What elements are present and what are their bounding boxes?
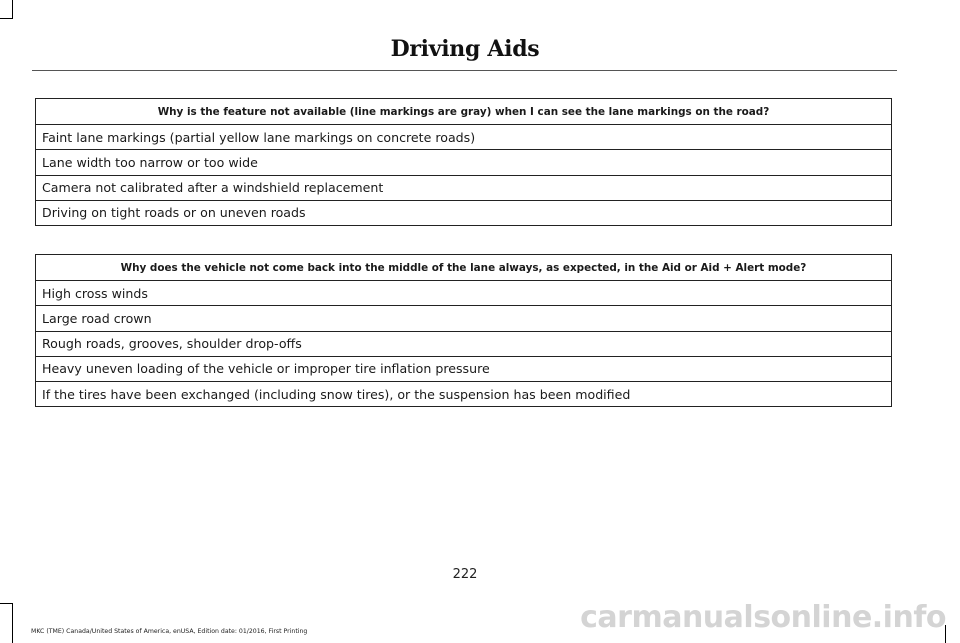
table-row: Driving on tight roads or on uneven roads [36,200,891,225]
page-number: 222 [452,567,478,582]
table-header: Why does the vehicle not come back into the middle of the lane always, as expected, in the Aid or Aid + Alert mode? [120,261,807,274]
table-row: If the tires have been exchanged (including snow tires), or the suspension has been modified [36,381,891,406]
watermark: carmanualsonline.info [580,600,946,635]
table-row: Heavy uneven loading of the vehicle or improper tire inflation pressure [36,356,891,381]
title-divider [32,70,897,71]
edition-footer: MKC (TME) Canada/United States of America, enUSA, Edition date: 01/2016, First Printing [31,628,308,635]
table-row: Large road crown [36,305,891,330]
page-title: Driving Aids [390,36,540,62]
crop-mark-bottom-left-horizontal [0,603,13,604]
table-row: Faint lane markings (partial yellow lane markings on concrete roads) [36,124,891,149]
info-table-feature-not-available [35,98,892,226]
table-header: Why is the feature not available (line markings are gray) when I can see the lane markings on the road? [157,105,770,118]
info-table-vehicle-not-centered [35,254,892,407]
table-row: High cross winds [36,280,891,305]
table-row: Rough roads, grooves, shoulder drop-offs [36,331,891,356]
table-row: Camera not calibrated after a windshield replacement [36,175,891,200]
crop-mark-top-left-vertical [12,0,13,18]
table-row: Lane width too narrow or too wide [36,149,891,174]
crop-mark-top-left-horizontal [0,18,13,19]
crop-mark-bottom-left-vertical [12,603,13,643]
